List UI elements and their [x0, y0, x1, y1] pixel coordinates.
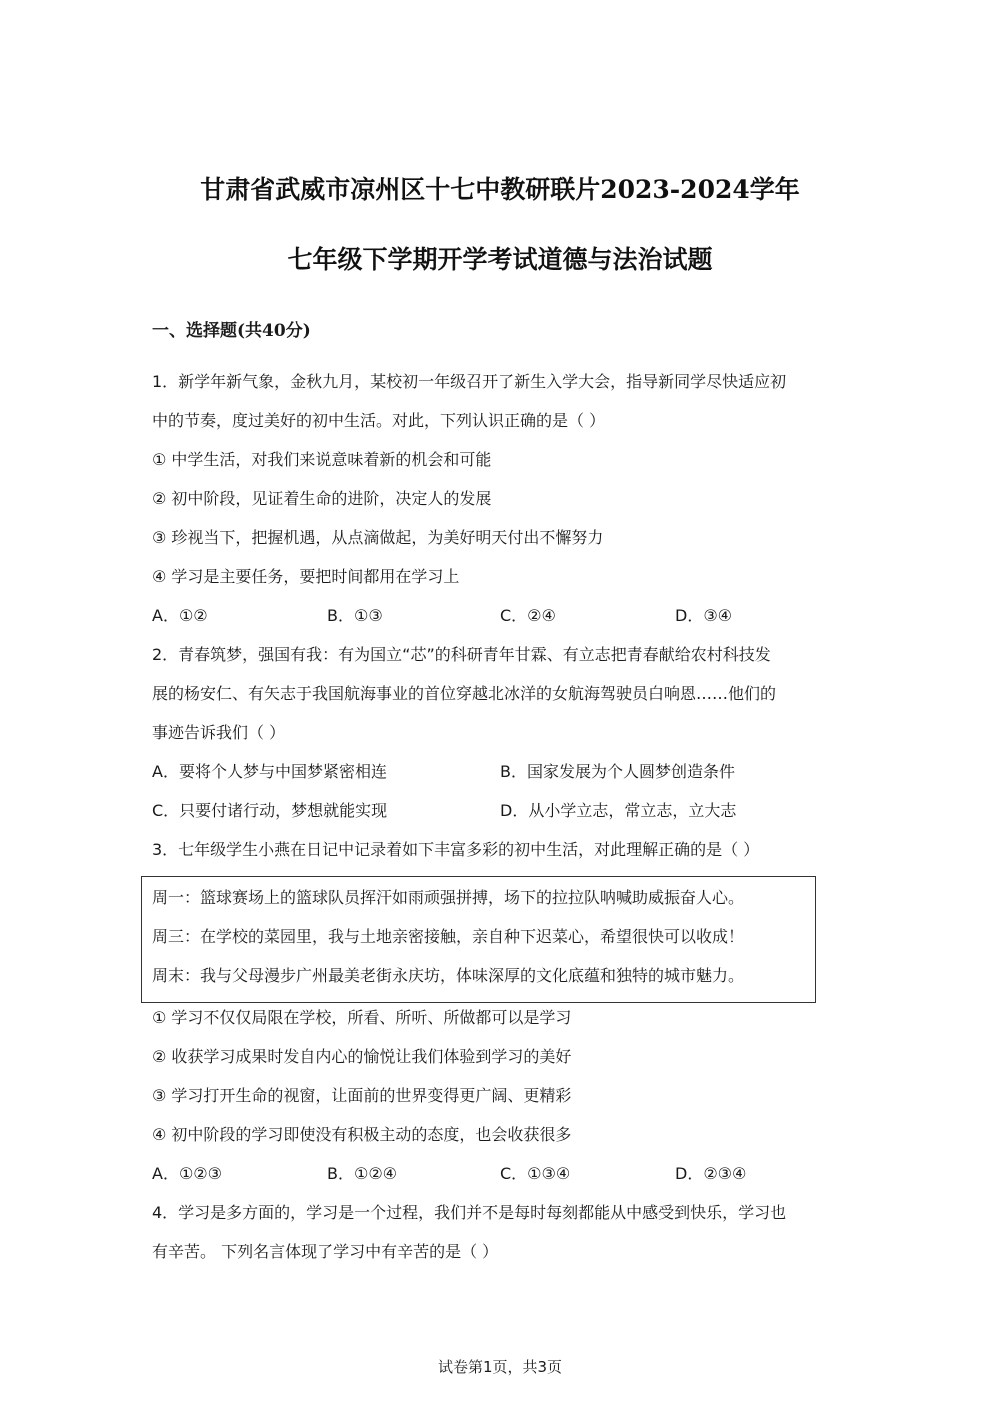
q3-diary-line3: 周末：我与父母漫步广州最美老街永庆坊，体味深厚的文化底蕴和独特的城市魅力。	[152, 966, 745, 985]
q1-stem-line2: 中的节奏，度过美好的初中生活。对此，下列认识正确的是（ ）	[152, 411, 606, 430]
section-heading: 一、选择题(共40分)	[152, 321, 311, 341]
q2-stem-line3: 事迹告诉我们（ ）	[152, 723, 286, 742]
q2-stem-line1: 2．青春筑梦，强国有我：有为国立“芯”的科研青年甘霖、有立志把青春献给农村科技发	[152, 645, 771, 664]
q2-option-d: D．从小学立志，常立志，立大志	[500, 801, 737, 820]
q3-option-a: A．①②③	[152, 1164, 222, 1183]
q2-option-c: C．只要付诸行动，梦想就能实现	[152, 801, 388, 820]
exam-title-line1: 甘肃省武威市凉州区十七中教研联片2023-2024学年	[200, 175, 800, 204]
exam-title-line2: 七年级下学期开学考试道德与法治试题	[287, 245, 713, 274]
q1-item-2: ② 初中阶段，见证着生命的进阶，决定人的发展	[152, 489, 492, 508]
q2-option-a: A．要将个人梦与中国梦紧密相连	[152, 762, 387, 781]
q1-option-d: D．③④	[675, 606, 733, 625]
q4-stem-line1: 4．学习是多方面的，学习是一个过程，我们并不是每时每刻都能从中感受到快乐，学习也	[152, 1203, 787, 1222]
q1-option-b: B．①③	[327, 606, 383, 625]
q2-stem-line2: 展的杨安仁、有矢志于我国航海事业的首位穿越北冰洋的女航海驾驶员白响恩……他们的	[152, 684, 777, 703]
q3-diary-line2: 周三：在学校的菜园里，我与土地亲密接触，亲自种下迟菜心，希望很快可以收成！	[152, 927, 745, 946]
q1-item-3: ③ 珍视当下，把握机遇，从点滴做起，为美好明天付出不懈努力	[152, 528, 604, 547]
q1-item-1: ① 中学生活，对我们来说意味着新的机会和可能	[152, 450, 492, 469]
q1-item-4: ④ 学习是主要任务，要把时间都用在学习上	[152, 567, 460, 586]
q4-stem-line2: 有辛苦。 下列名言体现了学习中有辛苦的是（ ）	[152, 1242, 499, 1261]
q3-item-1: ① 学习不仅仅局限在学校，所看、所听、所做都可以是学习	[152, 1008, 572, 1027]
q1-stem-line1: 1．新学年新气象，金秋九月，某校初一年级召开了新生入学大会，指导新同学尽快适应初	[152, 372, 787, 391]
q3-option-b: B．①②④	[327, 1164, 398, 1183]
q3-item-2: ② 收获学习成果时发自内心的愉悦让我们体验到学习的美好	[152, 1047, 572, 1066]
q1-option-c: C．②④	[500, 606, 556, 625]
q3-option-d: D．②③④	[675, 1164, 747, 1183]
q3-diary-line1: 周一：篮球赛场上的篮球队员挥汗如雨顽强拼搏，场下的拉拉队呐喊助威振奋人心。	[152, 888, 745, 907]
q3-diary-box	[141, 876, 816, 1003]
q3-stem: 3．七年级学生小燕在日记中记录着如下丰富多彩的初中生活，对此理解正确的是（ ）	[152, 840, 760, 859]
page-footer: 试卷第1页，共3页	[437, 1358, 563, 1376]
q2-option-b: B．国家发展为个人圆梦创造条件	[500, 762, 735, 781]
q3-item-3: ③ 学习打开生命的视窗，让面前的世界变得更广阔、更精彩	[152, 1086, 572, 1105]
q1-option-a: A．①②	[152, 606, 208, 625]
q3-option-c: C．①③④	[500, 1164, 571, 1183]
q3-item-4: ④ 初中阶段的学习即使没有积极主动的态度，也会收获很多	[152, 1125, 572, 1144]
